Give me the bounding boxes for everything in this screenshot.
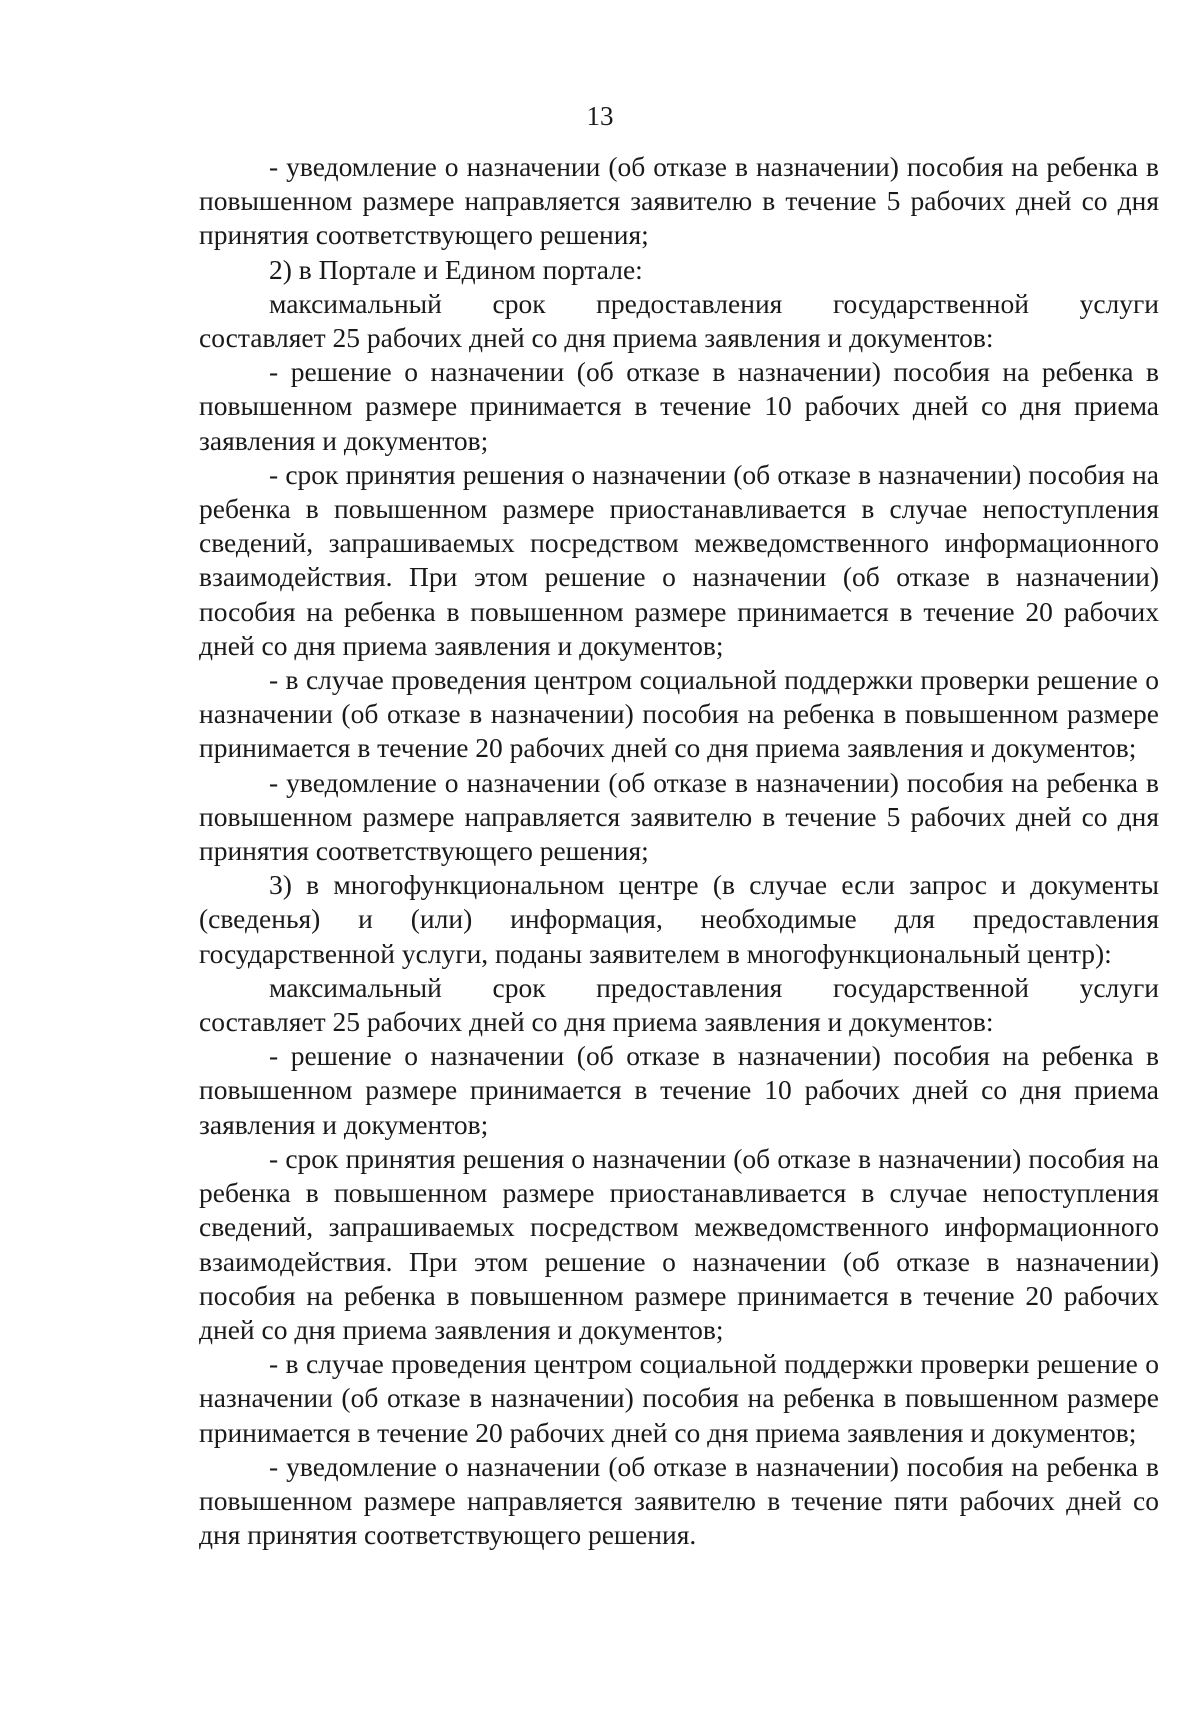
paragraph-suspension-mfc: - срок принятия решения о назначении (об отказе в назначении) пособия на ребенка в повышенном размере приостанавливается в случае непоступления сведений, запрашиваемых посредством межведомственного информационного взаимодействия. При этом решение о назначении (об отказе в назначении) пособия на ребенка в повышенном размере принимается в течение 20 рабочих дней со дня приема заявления и документов;: [199, 1142, 1159, 1345]
paragraph-portal-heading: 2) в Портале и Едином портале:: [269, 253, 643, 285]
paragraph-inspection-mfc: - в случае проведения центром социальной поддержки проверки решение о назначении (об отказе в назначении) пособия на ребенка в повышенном размере принимается в течение 20 рабочих дней со дня приема заявления и документов;: [199, 1348, 1159, 1448]
paragraph-decision-portal: - решение о назначении (об отказе в назначении) пособия на ребенка в повышенном размере принимается в течение 10 рабочих дней со дня приема заявления и документов;: [199, 356, 1159, 456]
document-body: [199, 150, 1159, 1552]
paragraph-max-term-mfc-line1: максимальный срок предоставления государственной услуги: [269, 971, 1159, 1003]
paragraph-max-term-portal-line1: максимальный срок предоставления государственной услуги: [269, 287, 1159, 319]
paragraph-decision-mfc: - решение о назначении (об отказе в назначении) пособия на ребенка в повышенном размере принимается в течение 10 рабочих дней со дня приема заявления и документов;: [199, 1040, 1159, 1140]
paragraph-max-term-portal-line2: составляет 25 рабочих дней со дня приема заявления и документов:: [199, 322, 994, 354]
paragraph-mfc-heading: 3) в многофункциональном центре (в случае если запрос и документы (сведенья) и (или) информация, необходимые для предоставления государственной услуги, поданы заявителем в многофункциональный центр):: [199, 869, 1159, 969]
page-number: 13: [586, 101, 614, 131]
paragraph-notification-mfc: - уведомление о назначении (об отказе в назначении) пособия на ребенка в повышенном размере направляется заявителю в течение пяти рабочих дней со дня принятия соответствующего решения.: [199, 1450, 1159, 1551]
paragraph-notification-portal: - уведомление о назначении (об отказе в назначении) пособия на ребенка в повышенном размере направляется заявителю в течение 5 рабочих дней со дня принятия соответствующего решения;: [199, 766, 1159, 867]
paragraph-suspension-portal: - срок принятия решения о назначении (об отказе в назначении) пособия на ребенка в повышенном размере приостанавливается в случае непоступления сведений, запрашиваемых посредством межведомственного информационного взаимодействия. При этом решение о назначении (об отказе в назначении) пособия на ребенка в повышенном размере принимается в течение 20 рабочих дней со дня приема заявления и документов;: [199, 458, 1159, 661]
paragraph-max-term-mfc-line2: составляет 25 рабочих дней со дня приема заявления и документов:: [199, 1006, 994, 1038]
paragraph-notification-1: - уведомление о назначении (об отказе в назначении) пособия на ребенка в повышенном размере направляется заявителю в течение 5 рабочих дней со дня принятия соответствующего решения;: [199, 151, 1159, 251]
paragraph-inspection-portal: - в случае проведения центром социальной поддержки проверки решение о назначении (об отказе в назначении) пособия на ребенка в повышенном размере принимается в течение 20 рабочих дней со дня приема заявления и документов;: [199, 664, 1159, 764]
